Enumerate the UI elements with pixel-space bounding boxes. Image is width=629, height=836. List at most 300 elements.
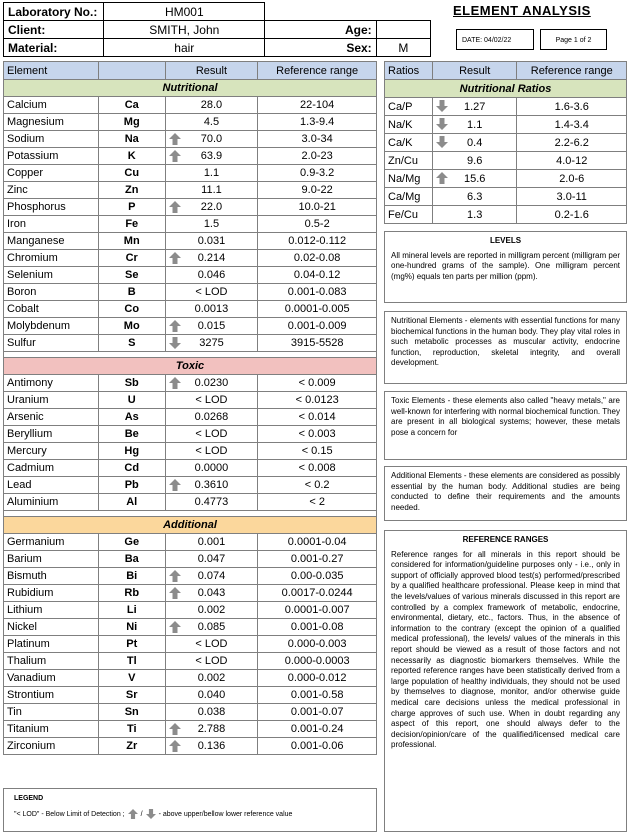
element-result-value: < LOD xyxy=(195,286,228,298)
element-result-value: 0.0230 xyxy=(194,377,229,389)
element-result-value: 0.001 xyxy=(197,536,226,548)
element-reference: 0.001-0.08 xyxy=(258,619,377,636)
ratio-result xyxy=(432,206,517,224)
arrow-up-icon xyxy=(169,252,181,264)
age-value xyxy=(376,21,430,39)
table-row xyxy=(4,375,377,392)
element-symbol: B xyxy=(98,284,165,301)
element-symbol: Be xyxy=(98,426,165,443)
element-name: Strontium xyxy=(4,687,99,704)
table-row xyxy=(4,721,377,738)
arrow-up-icon xyxy=(169,587,181,599)
arrow-up-icon xyxy=(128,809,138,819)
ratio-result-value: 1.3 xyxy=(467,208,483,221)
table-row xyxy=(4,267,377,284)
element-reference: < 0.009 xyxy=(258,375,377,392)
nutritional-ratios-title: Nutritional Ratios xyxy=(385,80,627,98)
element-symbol: Bi xyxy=(98,568,165,585)
toxic-info-box xyxy=(384,391,627,460)
table-row xyxy=(4,551,377,568)
element-reference: 22-104 xyxy=(258,97,377,114)
element-name: Lead xyxy=(4,477,99,494)
table-row xyxy=(4,738,377,755)
table-row xyxy=(4,335,377,352)
ratio-result xyxy=(432,98,517,116)
element-result-value: 3275 xyxy=(199,337,224,349)
legend-slash: / xyxy=(140,810,143,818)
legend-box xyxy=(3,788,377,832)
element-name: Lithium xyxy=(4,602,99,619)
table-row xyxy=(4,460,377,477)
arrow-down-icon xyxy=(436,100,448,112)
element-reference: 0.001-0.58 xyxy=(258,687,377,704)
ratio-result xyxy=(432,188,517,206)
element-reference: < 0.15 xyxy=(258,443,377,460)
element-result-value: < LOD xyxy=(195,394,228,406)
element-symbol: U xyxy=(98,392,165,409)
table-row xyxy=(4,426,377,443)
table-row xyxy=(4,585,377,602)
element-result xyxy=(165,182,258,199)
element-name: Molybdenum xyxy=(4,318,99,335)
element-result xyxy=(165,301,258,318)
table-row xyxy=(4,392,377,409)
element-name: Vanadium xyxy=(4,670,99,687)
element-result xyxy=(165,670,258,687)
element-symbol: Tl xyxy=(98,653,165,670)
element-reference: 0.5-2 xyxy=(258,216,377,233)
table-row xyxy=(4,568,377,585)
ratios-table xyxy=(384,61,627,224)
ratio-result xyxy=(432,116,517,134)
element-result-value: 0.074 xyxy=(197,570,226,582)
additional-info-text: Additional Elements - these elements are considered as possibly essential by the human body. Additional studies are being conducted to define their requirements and the amounts needed. xyxy=(391,471,621,512)
arrow-down-icon xyxy=(436,118,448,130)
element-symbol: Mn xyxy=(98,233,165,250)
element-reference: 3.0-34 xyxy=(258,131,377,148)
element-name: Aluminium xyxy=(4,494,99,511)
element-symbol: Ni xyxy=(98,619,165,636)
report-title: ELEMENT ANALYSIS xyxy=(453,3,591,18)
element-result xyxy=(165,233,258,250)
sex-value: M xyxy=(376,39,430,57)
element-result xyxy=(165,392,258,409)
table-row xyxy=(4,114,377,131)
table-row xyxy=(4,602,377,619)
table-row xyxy=(4,131,377,148)
element-reference: 0.001-0.27 xyxy=(258,551,377,568)
arrow-up-icon xyxy=(169,133,181,145)
element-name: Cadmium xyxy=(4,460,99,477)
section-additional-title: Additional xyxy=(4,517,377,534)
element-result-value: 0.0000 xyxy=(194,462,229,474)
table-row xyxy=(4,619,377,636)
element-reference: 1.3-9.4 xyxy=(258,114,377,131)
table-row xyxy=(4,494,377,511)
element-reference: 3915-5528 xyxy=(258,335,377,352)
header-table xyxy=(3,2,431,57)
element-reference: 0.00-0.035 xyxy=(258,568,377,585)
client-value: SMITH, John xyxy=(104,21,265,39)
element-reference: 0.001-0.07 xyxy=(258,704,377,721)
arrow-up-icon xyxy=(169,479,181,491)
element-symbol: Al xyxy=(98,494,165,511)
element-symbol: Ba xyxy=(98,551,165,568)
report-date: DATE: 04/02/22 xyxy=(456,29,534,50)
element-result xyxy=(165,165,258,182)
element-symbol: Pt xyxy=(98,636,165,653)
ratio-result-value: 0.4 xyxy=(467,136,483,149)
element-reference: < 0.003 xyxy=(258,426,377,443)
element-symbol: Zr xyxy=(98,738,165,755)
arrow-up-icon xyxy=(169,740,181,752)
element-reference: < 0.0123 xyxy=(258,392,377,409)
arrow-down-icon xyxy=(436,136,448,148)
element-result-value: < LOD xyxy=(195,638,228,650)
arrow-up-icon xyxy=(436,172,448,184)
element-symbol: Sn xyxy=(98,704,165,721)
element-name: Bismuth xyxy=(4,568,99,585)
element-result xyxy=(165,97,258,114)
element-result-value: 0.214 xyxy=(197,252,226,264)
element-result-value: 0.3610 xyxy=(194,479,229,491)
element-result-value: 63.9 xyxy=(200,150,223,162)
ratio-row xyxy=(385,170,627,188)
element-name: Beryllium xyxy=(4,426,99,443)
ratio-row xyxy=(385,188,627,206)
element-result xyxy=(165,494,258,511)
element-symbol: Cu xyxy=(98,165,165,182)
additional-info-box xyxy=(384,466,627,521)
table-row xyxy=(4,687,377,704)
element-result xyxy=(165,375,258,392)
element-symbol: Cd xyxy=(98,460,165,477)
element-reference: 0.001-0.009 xyxy=(258,318,377,335)
arrow-up-icon xyxy=(169,150,181,162)
element-result xyxy=(165,131,258,148)
element-reference: < 0.2 xyxy=(258,477,377,494)
element-reference: 0.04-0.12 xyxy=(258,267,377,284)
ratio-result-value: 1.1 xyxy=(467,118,483,131)
table-row xyxy=(4,443,377,460)
ratio-name: Na/K xyxy=(385,116,433,134)
element-name: Uranium xyxy=(4,392,99,409)
table-row xyxy=(4,199,377,216)
element-result-value: 0.047 xyxy=(197,553,226,565)
element-result xyxy=(165,602,258,619)
element-reference: 0.000-0.0003 xyxy=(258,653,377,670)
section-nutritional xyxy=(4,80,377,97)
element-symbol: Zn xyxy=(98,182,165,199)
col-ratio-reference: Reference range xyxy=(517,62,627,80)
table-row xyxy=(4,97,377,114)
legend-title: LEGEND xyxy=(14,795,44,802)
element-name: Chromium xyxy=(4,250,99,267)
element-result xyxy=(165,216,258,233)
ratio-result-value: 6.3 xyxy=(467,190,483,203)
element-symbol: Cr xyxy=(98,250,165,267)
element-symbol: Ge xyxy=(98,534,165,551)
sex-label: Sex: xyxy=(265,39,376,57)
element-result-value: 0.002 xyxy=(197,604,226,616)
ratio-result-value: 1.27 xyxy=(463,100,486,113)
col-reference: Reference range xyxy=(258,62,377,80)
element-result-value: 2.788 xyxy=(197,723,226,735)
element-result xyxy=(165,267,258,284)
element-symbol: Mg xyxy=(98,114,165,131)
element-result xyxy=(165,460,258,477)
element-symbol: Co xyxy=(98,301,165,318)
element-result xyxy=(165,636,258,653)
element-result-value: < LOD xyxy=(195,445,228,457)
element-name: Iron xyxy=(4,216,99,233)
element-result xyxy=(165,426,258,443)
ratio-name: Na/Mg xyxy=(385,170,433,188)
element-name: Magnesium xyxy=(4,114,99,131)
levels-title: LEVELS xyxy=(489,236,522,245)
element-symbol: Sb xyxy=(98,375,165,392)
element-result-value: 0.015 xyxy=(197,320,226,332)
table-row xyxy=(4,233,377,250)
element-name: Potassium xyxy=(4,148,99,165)
element-result-value: 28.0 xyxy=(200,99,223,111)
element-result-value: 11.1 xyxy=(201,184,222,196)
element-result-value: 0.136 xyxy=(197,740,226,752)
ratio-row xyxy=(385,116,627,134)
ratio-reference: 2.2-6.2 xyxy=(517,134,627,152)
ratio-row xyxy=(385,152,627,170)
ratio-result xyxy=(432,134,517,152)
ratio-name: Ca/P xyxy=(385,98,433,116)
col-element: Element xyxy=(4,62,99,80)
element-symbol: S xyxy=(98,335,165,352)
table-row xyxy=(4,165,377,182)
element-name: Calcium xyxy=(4,97,99,114)
element-result xyxy=(165,114,258,131)
arrow-down-icon xyxy=(169,337,181,349)
ratio-result xyxy=(432,152,517,170)
element-reference: 0.0001-0.005 xyxy=(258,301,377,318)
element-symbol: Ti xyxy=(98,721,165,738)
element-result-value: 0.043 xyxy=(197,587,226,599)
element-reference: < 0.008 xyxy=(258,460,377,477)
arrow-up-icon xyxy=(169,201,181,213)
element-result-value: 0.046 xyxy=(197,269,226,281)
element-result-value: 0.002 xyxy=(197,672,226,684)
arrow-up-icon xyxy=(169,320,181,332)
element-reference: < 0.014 xyxy=(258,409,377,426)
element-name: Sulfur xyxy=(4,335,99,352)
col-ratio-result: Result xyxy=(432,62,517,80)
reference-ranges-title: REFERENCE RANGES xyxy=(462,535,549,544)
levels-text: All mineral levels are reported in milligram percent (milligram per one-hundred grams of the sample). One milligram percent (mg%) equals ten parts per million (ppm). xyxy=(391,250,620,281)
element-result xyxy=(165,534,258,551)
element-symbol: Na xyxy=(98,131,165,148)
table-row xyxy=(4,653,377,670)
element-symbol: Hg xyxy=(98,443,165,460)
element-reference: 0.001-0.24 xyxy=(258,721,377,738)
element-result-value: 22.0 xyxy=(200,201,223,213)
element-symbol: Sr xyxy=(98,687,165,704)
element-result xyxy=(165,721,258,738)
element-name: Cobalt xyxy=(4,301,99,318)
element-reference: 2.0-23 xyxy=(258,148,377,165)
element-result-value: 1.1 xyxy=(203,167,220,179)
element-result xyxy=(165,148,258,165)
element-name: Antimony xyxy=(4,375,99,392)
element-reference: < 2 xyxy=(258,494,377,511)
arrow-down-icon xyxy=(146,809,156,819)
element-name: Barium xyxy=(4,551,99,568)
legend-arrow-text: - above upper/bellow lower reference value xyxy=(158,810,293,818)
element-symbol: As xyxy=(98,409,165,426)
nutritional-info-box xyxy=(384,311,627,384)
element-name: Platinum xyxy=(4,636,99,653)
nutritional-info-text: Nutritional Elements - elements with essential functions for many biochemical functions in the human body. They play vital roles in such metabolic processes as muscular activity, endocrine function, reproduction, skeletal integrity, and overall development. xyxy=(391,316,620,368)
element-reference: 9.0-22 xyxy=(258,182,377,199)
ratio-name: Fe/Cu xyxy=(385,206,433,224)
section-additional xyxy=(4,517,377,534)
element-reference: 0.000-0.012 xyxy=(258,670,377,687)
element-symbol: Mo xyxy=(98,318,165,335)
element-result xyxy=(165,477,258,494)
element-reference: 0.02-0.08 xyxy=(258,250,377,267)
element-reference: 0.001-0.06 xyxy=(258,738,377,755)
reference-ranges-text: Reference ranges for all minerals in this report should be considered for information/guideline purposes only - i.e., only in support of officially approved blood test(s) performed/prescribed by a qualified healthcare professional. Please keep in mind that the levels/values of various minerals discussed in this report are controlled by a complex framework of metabolic, endocrine, environmental, dietary, etc., factors. Thus, in the absence of information to the contrary (except the opinion of a qualified medical professional), the levels/ values of the minerals in this report should be viewed as a result of those factors and not necessarily as diagnostic biomarkers themselves. While the reported reference ranges have been statistically derived from a large population of healthy individuals, they should not be used by themselves to diagnose, monitor, and/or otherwise guide medical care decisions unless the medical professional in charge approves of such use. When in doubt regarding any aspect of this report, one should always defer to the decision/opinion/care of the qualified/licensed medical care professional. xyxy=(391,549,620,750)
element-name: Arsenic xyxy=(4,409,99,426)
ratio-name: Ca/Mg xyxy=(385,188,433,206)
element-result-value: 0.4773 xyxy=(194,496,229,508)
element-name: Thalium xyxy=(4,653,99,670)
element-symbol: P xyxy=(98,199,165,216)
table-row xyxy=(4,409,377,426)
arrow-up-icon xyxy=(169,570,181,582)
lab-no-label: Laboratory No.: xyxy=(4,3,104,21)
ratio-row xyxy=(385,134,627,152)
element-symbol: Rb xyxy=(98,585,165,602)
element-result-value: 0.038 xyxy=(197,706,226,718)
table-row xyxy=(4,284,377,301)
reference-ranges-box xyxy=(384,530,627,832)
element-name: Nickel xyxy=(4,619,99,636)
element-name: Mercury xyxy=(4,443,99,460)
col-result: Result xyxy=(165,62,258,80)
table-row xyxy=(4,636,377,653)
element-result xyxy=(165,199,258,216)
element-reference: 0.9-3.2 xyxy=(258,165,377,182)
element-result xyxy=(165,704,258,721)
arrow-up-icon xyxy=(169,377,181,389)
element-result-value: < LOD xyxy=(195,655,228,667)
element-name: Manganese xyxy=(4,233,99,250)
element-result-value: 0.0268 xyxy=(194,411,229,423)
element-result-value: 70.0 xyxy=(200,133,223,145)
element-name: Copper xyxy=(4,165,99,182)
element-name: Sodium xyxy=(4,131,99,148)
element-result-value: < LOD xyxy=(195,428,228,440)
element-result xyxy=(165,335,258,352)
element-symbol: K xyxy=(98,148,165,165)
material-label: Material: xyxy=(4,39,104,57)
element-result xyxy=(165,551,258,568)
element-result xyxy=(165,568,258,585)
element-result-value: 0.031 xyxy=(197,235,226,247)
table-row xyxy=(4,301,377,318)
levels-box xyxy=(384,231,627,303)
element-result xyxy=(165,619,258,636)
ratio-row xyxy=(385,98,627,116)
element-name: Selenium xyxy=(4,267,99,284)
element-reference: 0.012-0.112 xyxy=(258,233,377,250)
section-nutritional-ratios xyxy=(385,80,627,98)
element-result xyxy=(165,318,258,335)
element-name: Germanium xyxy=(4,534,99,551)
age-label: Age: xyxy=(265,21,376,39)
table-row xyxy=(4,704,377,721)
element-result-value: 4.5 xyxy=(203,116,220,128)
element-name: Rubidium xyxy=(4,585,99,602)
element-symbol: Li xyxy=(98,602,165,619)
ratio-reference: 0.2-1.6 xyxy=(517,206,627,224)
ratio-result xyxy=(432,170,517,188)
element-symbol: V xyxy=(98,670,165,687)
element-reference: 0.0001-0.007 xyxy=(258,602,377,619)
element-name: Tin xyxy=(4,704,99,721)
arrow-up-icon xyxy=(169,723,181,735)
lab-no-value: HM001 xyxy=(104,3,265,21)
element-result xyxy=(165,585,258,602)
ratio-result-value: 9.6 xyxy=(467,154,483,167)
ratio-name: Ca/K xyxy=(385,134,433,152)
table-row xyxy=(4,670,377,687)
section-nutritional-title: Nutritional xyxy=(4,80,377,97)
ratio-reference: 4.0-12 xyxy=(517,152,627,170)
element-result xyxy=(165,738,258,755)
element-result-value: 0.0013 xyxy=(194,303,229,315)
element-name: Phosphorus xyxy=(4,199,99,216)
legend-lod-text: "< LOD" - Below Limit of Detection ; xyxy=(14,810,125,818)
table-row xyxy=(4,182,377,199)
element-result xyxy=(165,443,258,460)
ratio-row xyxy=(385,206,627,224)
ratio-result-value: 15.6 xyxy=(463,172,486,185)
table-row xyxy=(4,250,377,267)
table-row xyxy=(4,477,377,494)
element-name: Zinc xyxy=(4,182,99,199)
table-row xyxy=(4,534,377,551)
element-symbol: Fe xyxy=(98,216,165,233)
ratio-name: Zn/Cu xyxy=(385,152,433,170)
ratio-reference: 1.6-3.6 xyxy=(517,98,627,116)
element-reference: 0.000-0.003 xyxy=(258,636,377,653)
element-reference: 0.001-0.083 xyxy=(258,284,377,301)
table-row xyxy=(4,148,377,165)
section-toxic-title: Toxic xyxy=(4,358,377,375)
client-label: Client: xyxy=(4,21,104,39)
element-reference: 0.0001-0.04 xyxy=(258,534,377,551)
material-value: hair xyxy=(104,39,265,57)
element-result-value: 1.5 xyxy=(203,218,220,230)
element-reference: 0.0017-0.0244 xyxy=(258,585,377,602)
element-result-value: 0.040 xyxy=(197,689,226,701)
element-result xyxy=(165,284,258,301)
element-table xyxy=(3,61,377,755)
element-result-value: 0.085 xyxy=(197,621,226,633)
element-result xyxy=(165,653,258,670)
toxic-info-text: Toxic Elements - these elements also called "heavy metals," are well-known for interfering with normal biochemical function. They are present in all biological systems; however, these metals pose a concern for xyxy=(391,396,620,437)
element-name: Zirconium xyxy=(4,738,99,755)
element-result xyxy=(165,687,258,704)
